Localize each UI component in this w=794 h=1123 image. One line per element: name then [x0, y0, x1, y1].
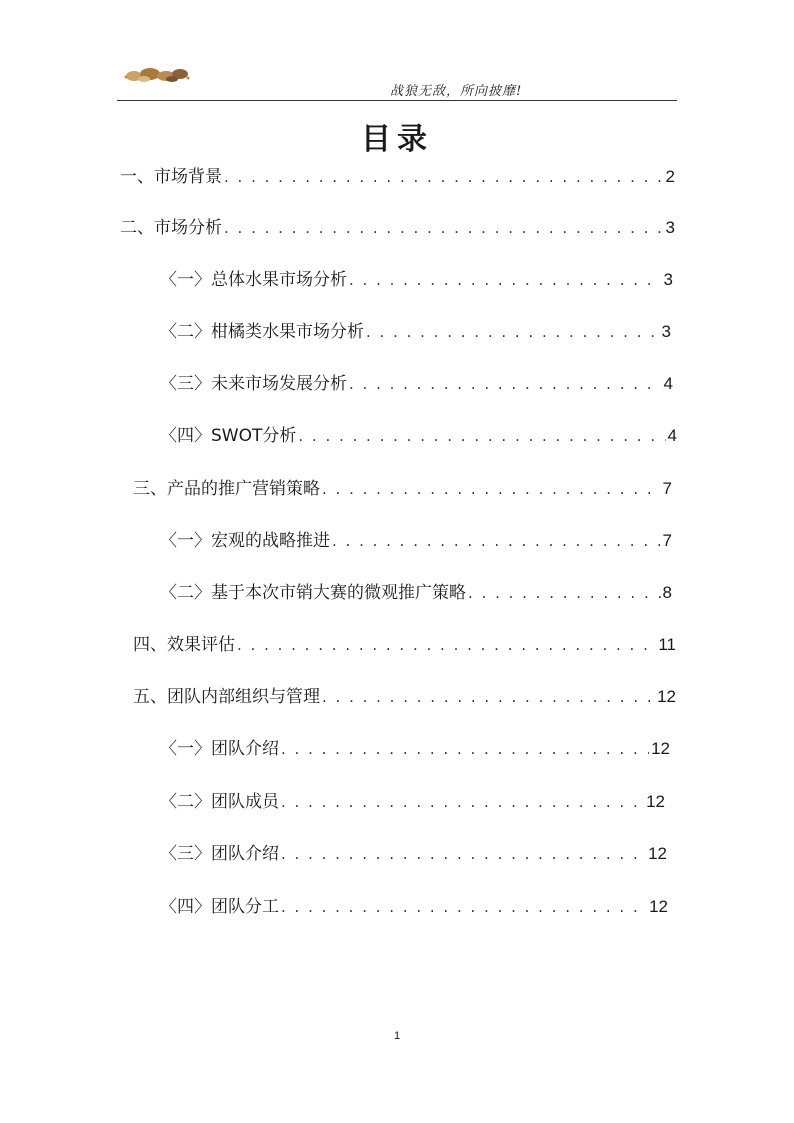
toc-dot-leader	[224, 164, 664, 190]
toc-dot-leader	[281, 894, 647, 920]
toc-dot-leader	[281, 789, 644, 815]
header-logo-image	[122, 64, 192, 86]
page-title: 目录	[361, 122, 433, 157]
toc-entry-label: 〈四〉SWOT分析	[160, 426, 297, 446]
toc-entry-label: 四、效果评估	[133, 635, 235, 655]
header-divider	[117, 100, 677, 101]
toc-entry-label: 〈二〉团队成员	[160, 792, 279, 812]
toc-dot-leader	[322, 476, 661, 502]
toc-entry[interactable]	[160, 789, 665, 815]
toc-entry-page: 12	[651, 739, 670, 758]
toc-dot-leader	[322, 684, 655, 710]
toc-entry-label: 一、市场背景	[120, 167, 222, 187]
toc-dot-leader	[281, 841, 646, 867]
toc-entry-page: 12	[648, 844, 667, 863]
toc-entry-label: 〈三〉未来市场发展分析	[160, 374, 347, 394]
toc-entry-label: 〈三〉团队介绍	[160, 844, 279, 864]
toc-entry-label: 〈四〉团队分工	[160, 897, 279, 917]
toc-entry[interactable]	[160, 894, 668, 920]
toc-dot-leader	[281, 736, 649, 762]
footer-page-number: 1	[393, 1030, 401, 1042]
toc-entry-page: 3	[663, 270, 673, 289]
toc-entry[interactable]	[120, 164, 675, 190]
toc-dot-leader	[224, 215, 664, 241]
toc-entry[interactable]	[160, 267, 673, 293]
toc-entry-label: 五、团队内部组织与管理	[133, 687, 320, 707]
toc-entry-page: 12	[649, 897, 668, 916]
toc-entry-page: 12	[657, 687, 676, 706]
toc-entry-page: 3	[661, 322, 671, 341]
toc-entry[interactable]	[160, 371, 673, 397]
toc-entry[interactable]	[133, 632, 676, 658]
toc-entry-label: 三、产品的推广营销策略	[133, 479, 320, 499]
toc-dot-leader	[332, 528, 661, 554]
toc-entry-label: 〈一〉团队介绍	[160, 739, 279, 759]
toc-entry-page: 8	[662, 583, 672, 602]
toc-entry[interactable]	[133, 476, 672, 502]
toc-dot-leader	[366, 319, 660, 345]
toc-entry-page: 2	[665, 167, 675, 186]
toc-entry[interactable]	[160, 841, 667, 867]
toc-dot-leader	[298, 423, 665, 449]
toc-dot-leader	[349, 267, 662, 293]
toc-entry-label: 二、市场分析	[120, 218, 222, 238]
toc-entry[interactable]	[160, 423, 677, 449]
toc-entry[interactable]	[120, 215, 675, 241]
header-slogan: 战狼无敌，所向披靡!	[390, 84, 523, 99]
toc-entry[interactable]	[160, 319, 671, 345]
toc-entry-label: 〈一〉总体水果市场分析	[160, 270, 347, 290]
toc-dot-leader	[237, 632, 656, 658]
toc-entry[interactable]	[160, 736, 670, 762]
toc-entry-page: 4	[667, 426, 677, 445]
toc-entry-label: 〈一〉宏观的战略推进	[160, 531, 330, 551]
toc-dot-leader	[349, 371, 662, 397]
toc-entry[interactable]	[133, 684, 676, 710]
toc-entry[interactable]	[160, 528, 672, 554]
toc-entry-page: 12	[646, 792, 665, 811]
toc-entry-page: 7	[662, 479, 672, 498]
toc-entry-page: 7	[662, 531, 672, 550]
toc-dot-leader	[468, 580, 661, 606]
toc-entry-page: 4	[663, 374, 673, 393]
toc-entry-label: 〈二〉柑橘类水果市场分析	[160, 322, 364, 342]
toc-entry-page: 3	[665, 218, 675, 237]
toc-entry[interactable]	[160, 580, 672, 606]
toc-entry-page: 11	[658, 635, 676, 654]
toc-entry-label: 〈二〉基于本次市销大赛的微观推广策略	[160, 583, 466, 603]
